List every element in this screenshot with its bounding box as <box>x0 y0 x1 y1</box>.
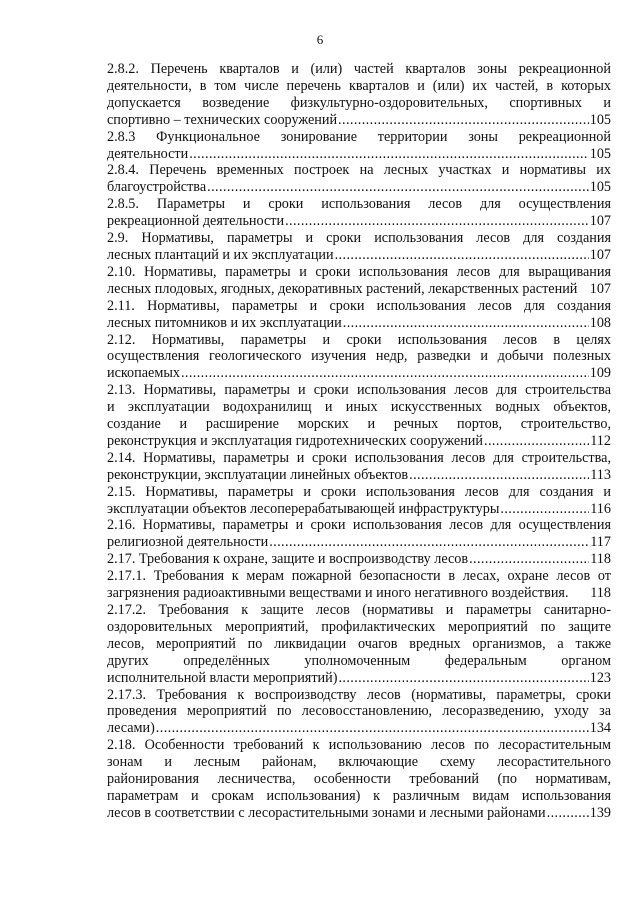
toc-entry[interactable] <box>107 450 611 484</box>
toc-entry-text: деятельности, в том числе перечень кварталов и (или) их частей, в которых <box>107 77 611 94</box>
toc-entry-text: религиозной деятельности <box>107 534 269 551</box>
toc-page-number: 108 <box>589 314 611 331</box>
toc-page-number: 107 <box>589 280 611 297</box>
toc-entry-text: других определённых уполномоченным федеральным органом <box>107 652 611 669</box>
dot-leader <box>484 433 589 450</box>
toc-entry-text: 2.18. Особенности требований к использованию лесов по лесорастительным <box>107 737 611 754</box>
dot-leader <box>335 247 589 264</box>
dot-leader <box>156 720 589 737</box>
toc-entry-text: исполнительной власти мероприятий) <box>107 669 338 686</box>
table-of-contents <box>107 61 611 822</box>
toc-page-number: 109 <box>589 365 611 382</box>
toc-entry-text: и эксплуатации водохранилищ и иных искусственных водных объектов, <box>107 399 611 416</box>
toc-entry-text: 2.8.4. Перечень временных построек на лесных участках и нормативы их <box>107 162 611 179</box>
toc-entry-text: 2.15. Нормативы, параметры и сроки использования лесов для создания и <box>107 483 611 500</box>
toc-entry-text: лесных плодовых, ягодных, декоративных растений, лекарственных растений <box>107 280 578 297</box>
toc-page-number: 112 <box>590 432 611 449</box>
toc-entry-text: лесных плантаций и их эксплуатации <box>107 246 334 263</box>
toc-entry[interactable] <box>107 551 611 568</box>
toc-entry-text: осуществления геологического изучения недр, разведки и добычи полезных <box>107 348 611 365</box>
toc-entry-text: лесами) <box>107 720 155 737</box>
toc-entry-text: спортивно – технических сооружений <box>107 111 338 128</box>
toc-entry-text: 2.8.2. Перечень кварталов и (или) частей кварталов зоны рекреационной <box>107 61 611 77</box>
toc-entry-text: 2.14. Нормативы, параметры и сроки использования лесов для строительства, <box>107 449 611 466</box>
toc-entry[interactable] <box>107 602 611 687</box>
dot-leader <box>547 805 589 822</box>
toc-entry-text: 2.17. Требования к охране, защите и воспроизводству лесов <box>107 551 469 568</box>
toc-page-number: 107 <box>589 213 611 230</box>
toc-entry[interactable] <box>107 230 611 264</box>
dot-leader <box>181 365 589 382</box>
toc-entry-text: ископаемых <box>107 365 180 382</box>
toc-entry[interactable] <box>107 382 611 450</box>
toc-entry-text: 2.17.1. Требования к мерам пожарной безопасности в лесах, охране лесов от <box>107 568 611 585</box>
toc-entry-text: эксплуатации объектов лесоперерабатывающей инфраструктуры <box>107 500 500 517</box>
toc-entry-text: 2.17.3. Требования к воспроизводству лесов (нормативы, параметры, сроки <box>107 686 611 703</box>
toc-page-number: 123 <box>589 669 611 686</box>
toc-entry-text: 2.8.5. Параметры и сроки использования лесов для осуществления <box>107 196 611 213</box>
dot-leader <box>338 112 589 129</box>
dot-leader <box>500 501 589 518</box>
toc-entry[interactable] <box>107 61 611 129</box>
toc-entry-text: зонам и лесным районам, включающие схему лесорастительного <box>107 754 611 771</box>
toc-entry[interactable] <box>107 264 611 298</box>
toc-page-number: 105 <box>589 145 611 162</box>
toc-page-number: 105 <box>589 111 611 128</box>
toc-page-number: 113 <box>590 466 611 483</box>
toc-page-number: 134 <box>589 720 611 737</box>
toc-entry-text: 2.10. Нормативы, параметры и сроки использования лесов для выращивания <box>107 263 611 280</box>
toc-entry-text: 2.12. Нормативы, параметры и сроки использования лесов в целях <box>107 331 611 348</box>
toc-entry[interactable] <box>107 737 611 822</box>
toc-entry-text: 2.17.2. Требования к защите лесов (нормативы и параметры санитарно- <box>107 602 611 618</box>
toc-entry[interactable] <box>107 568 611 602</box>
toc-entry[interactable] <box>107 162 611 196</box>
toc-page-number: 117 <box>590 534 611 551</box>
toc-entry-text: реконструкции, эксплуатации линейных объектов <box>107 466 409 483</box>
dot-leader <box>269 534 589 551</box>
toc-entry-text: районирования лесничества, особенности требований (по нормативам, <box>107 771 611 788</box>
dot-leader <box>343 315 589 332</box>
toc-entry-text: загрязнения радиоактивными веществами и иного негативного воздействия. <box>107 585 569 602</box>
toc-page-number: 118 <box>590 585 611 602</box>
toc-entry-text: 2.11. Нормативы, параметры и сроки использования лесов для создания <box>107 297 611 314</box>
toc-entry[interactable] <box>107 517 611 551</box>
toc-entry-text: лесов в соответствии с лесорастительными зонами и лесными районами <box>107 804 546 821</box>
toc-entry[interactable] <box>107 687 611 738</box>
dot-leader <box>207 179 589 196</box>
toc-entry-text: создание и расширение морских и речных портов, строительство, <box>107 416 611 433</box>
toc-entry-text: 2.9. Нормативы, параметры и сроки использования лесов для создания <box>107 230 611 247</box>
toc-entry[interactable] <box>107 298 611 332</box>
toc-page-number: 139 <box>589 804 611 821</box>
toc-entry[interactable] <box>107 129 611 163</box>
toc-entry-text: лесов, мероприятий по ликвидации очагов вредных организмов, а также <box>107 635 611 652</box>
toc-entry-text: рекреационной деятельности <box>107 213 285 230</box>
toc-page-number: 107 <box>589 246 611 263</box>
toc-entry[interactable] <box>107 196 611 230</box>
toc-entry-text: 2.16. Нормативы, параметры и сроки использования лесов для осуществления <box>107 517 611 534</box>
toc-entry-text: 2.8.3 Функциональное зонирование территории зоны рекреационной <box>107 128 611 145</box>
toc-page-number: 105 <box>589 179 611 196</box>
toc-entry[interactable] <box>107 484 611 518</box>
toc-entry-text: лесных питомников и их эксплуатации <box>107 314 342 331</box>
toc-entry[interactable] <box>107 332 611 383</box>
toc-entry-text: проведения мероприятий по лесовосстановлению, лесоразведению, уходу за <box>107 703 611 720</box>
dot-leader <box>285 213 589 230</box>
dot-leader <box>338 670 588 687</box>
dot-leader <box>189 146 589 163</box>
toc-entry-text: оздоровительных мероприятий, профилактических мероприятий по защите <box>107 618 611 635</box>
toc-page-number: 118 <box>590 551 611 568</box>
toc-entry-text: благоустройства <box>107 179 207 196</box>
dot-leader <box>469 551 589 568</box>
toc-entry-text: параметрам и срокам использования) к различным видам использования <box>107 787 611 804</box>
toc-entry-text: 2.13. Нормативы, параметры и сроки использования лесов для строительства <box>107 382 611 399</box>
toc-entry-text: деятельности <box>107 145 189 162</box>
page-number: 6 <box>316 32 324 47</box>
toc-entry-text: допускается возведение физкультурно-оздоровительных, спортивных и <box>107 94 611 111</box>
toc-page-number: 116 <box>590 500 611 517</box>
dot-leader <box>409 467 589 484</box>
toc-entry-text: реконструкция и эксплуатация гидротехнических сооружений <box>107 432 483 449</box>
